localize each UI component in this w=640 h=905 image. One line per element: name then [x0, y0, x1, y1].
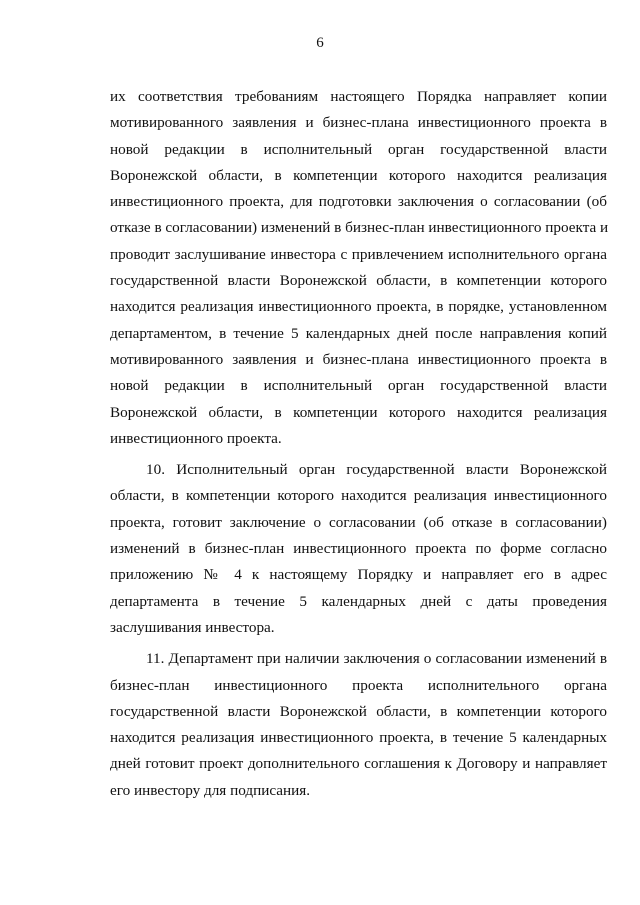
text-line: инвестиционного проекта, для подготовки заключения о согласовании (об	[110, 193, 607, 211]
text-line: находится реализация инвестиционного проекта, в порядке, установленном	[110, 298, 607, 316]
text-line: инвестиционного проекта.	[110, 429, 282, 447]
text-line: государственной власти Воронежской области, в компетенции которого	[110, 702, 607, 720]
text-line: Воронежской области, в компетенции которого находится реализация	[110, 403, 607, 421]
text-line: новой редакции в исполнительный орган государственной власти	[110, 140, 607, 158]
text-line: их соответствия требованиям настоящего Порядка направляет копии	[110, 88, 607, 105]
paragraph-continuation	[110, 84, 607, 452]
text-line: его инвестору для подписания.	[110, 781, 311, 799]
text-line: государственной власти Воронежской области, в компетенции которого	[110, 272, 607, 290]
text-line: новой редакции в исполнительный орган государственной власти	[110, 377, 607, 395]
text-line: области, в компетенции которого находится реализация инвестиционного	[110, 487, 607, 505]
text-line: департамента в течение 5 календарных дней с даты проведения	[110, 592, 607, 610]
text-line: департаментом, в течение 5 календарных дней после направления копий	[110, 324, 607, 342]
text-line: находится реализация инвестиционного проекта, в течение 5 календарных	[110, 729, 607, 747]
text-line: 11. Департамент при наличии заключения о согласовании изменений в	[146, 650, 607, 668]
text-line: 10. Исполнительный орган государственной власти Воронежской	[146, 461, 607, 479]
text-line: приложению № 4 к настоящему Порядку и направляет его в адрес	[110, 566, 607, 584]
text-line: изменений в бизнес-план инвестиционного проекта по форме согласно	[110, 540, 607, 558]
text-line: бизнес-план инвестиционного проекта исполнительного органа	[110, 676, 607, 694]
text-line: отказе в согласовании) изменений в бизнес-план инвестиционного проекта и	[110, 219, 609, 237]
document-body	[110, 84, 607, 804]
paragraph-item-10	[110, 457, 607, 641]
text-line: мотивированного заявления и бизнес-плана инвестиционного проекта в	[110, 114, 607, 132]
paragraph-item-11	[110, 646, 607, 804]
page-number: 6	[316, 35, 324, 51]
text-line: Воронежской области, в компетенции которого находится реализация	[110, 166, 607, 184]
text-line: заслушивания инвестора.	[110, 618, 275, 636]
text-line: мотивированного заявления и бизнес-плана инвестиционного проекта в	[110, 350, 607, 368]
text-line: проводит заслушивание инвестора с привлечением исполнительного органа	[110, 245, 607, 263]
text-line: проекта, готовит заключение о согласовании (об отказе в согласовании)	[110, 513, 607, 531]
text-line: дней готовит проект дополнительного соглашения к Договору и направляет	[110, 755, 607, 773]
